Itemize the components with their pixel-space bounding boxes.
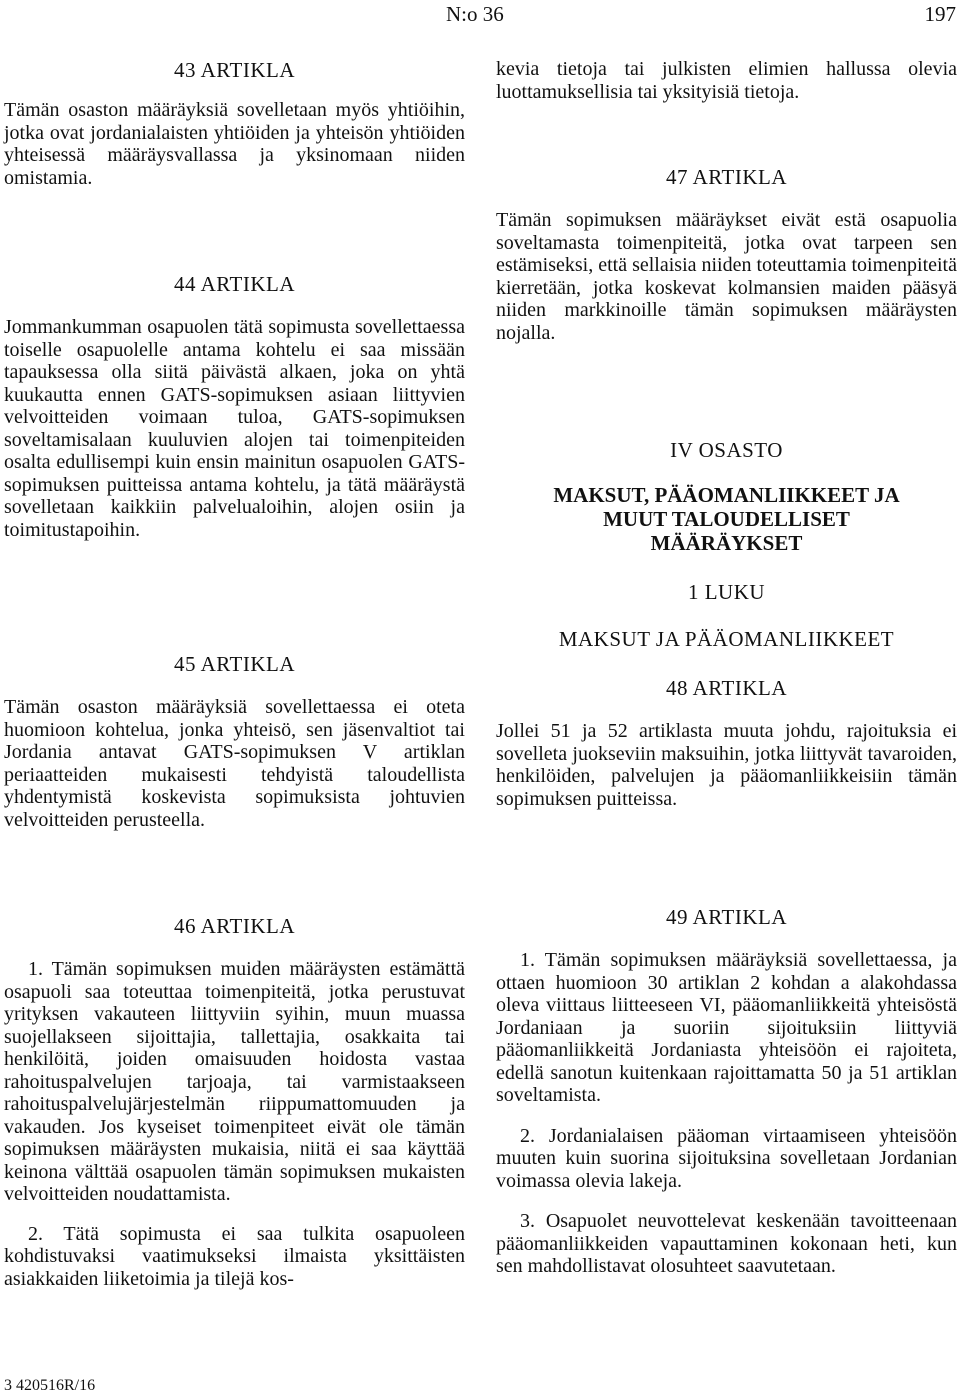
article-text: Jommankumman osapuolen tätä sopimusta sovellettaessa toiselle osapuolelle antama kohtelu ei saa missään tapauksessa olla siitä päivästä alkaen, joka on yhtä kuukautta ennen GATS-sopimuksen asiaan liittyvien velvoitteiden voimaan tuloa, GATS-sopimuksen soveltamisalaan kuuluvien alojen tai toimenpiteiden osalta edullisempi kuin ensin mainitun osapuolen GATS-sopimuksen puitteissa antama kohtelu, ja tätä määräystä sovelletaan kaikkiin palvelualoihin, alojen osiin ja toimitustapoihin. [4,316,465,541]
page-number: 197 [924,2,956,26]
article-heading: 48 ARTIKLA [666,676,787,700]
article-46 [4,914,465,1290]
article-heading: 43 ARTIKLA [174,58,295,82]
article-43 [4,58,465,189]
article-heading: 49 ARTIKLA [666,905,787,929]
article-text: Tämän sopimuksen määräykset eivät estä osapuolia soveltamasta toimenpiteitä, jotka ovat tarpeen sen estämiseksi, että sellaisia niiden toteuttamia toimenpiteitä kierretään, jotka koskevat kolmansien maiden pääsyä niiden markkinoille tämän sopimuksen määräysten nojalla. [496,209,957,344]
article-text: Jollei 51 ja 52 artiklasta muuta johdu, rajoituksia ei sovelleta juokseviin maksuihin, jotka liittyvät tavaroiden, henkilöiden, palvelujen ja pääomanliikkeisiin tämän sopimuksen puitteissa. [496,720,957,810]
document-code: 3 420516R/16 [4,1377,96,1394]
article-paragraph-2: 2. Jordanialaisen pääoman virtaamiseen yhteisöön muuten kuin suorina sijoituksina sovelletaan Jordanian voimassa olevia lakeja. [496,1124,957,1192]
article-heading: 47 ARTIKLA [666,165,787,189]
chapter-title: MAKSUT JA PÄÄOMANLIIKKEET [558,627,895,651]
article-paragraph-2: 2. Tätä sopimusta ei saa tulkita osapuoleen kohdistuvaksi vaatimukseksi ilmaista yksittäisten asiakkaiden liiketoimia ja tilejä kos- [4,1222,465,1290]
continuation-text-block [496,58,957,103]
article-paragraph-1: 1. Tämän sopimuksen määräyksiä sovellettaessa, ja ottaen huomioon 30 artiklan 2 kohdan a alakohdassa oleva viittaus liitteeseen VI, pääomanliikkeitä yhteisöstä Jordaniaan ja suoriin sijoituksiin liittyviä pääomanliikkeitä Jordaniasta yhteisöön ei rajoiteta, edellä sanotun kuitenkaan rajoittamatta 50 ja 51 artiklan soveltamista. [496,949,957,1106]
article-44 [4,272,465,541]
section-title-line-1: MAKSUT, PÄÄOMANLIIKKEET JA [553,483,900,507]
article-text: Tämän osaston määräyksiä sovellettaessa ei oteta huomioon kohtelua, jonka yhteisö, sen jäsenvaltiot tai Jordania antavat GATS-sopimuksen V artiklan periaatteiden mukaisesti tehdyistä taloudellista yhdentymistä koskevista sopimuksista johtuvien velvoitteiden perusteella. [4,696,465,831]
continuation-text: kevia tietoja tai julkisten elimien hallussa olevia luottamuksellisia tai yksityisiä tietoja. [496,58,957,103]
article-47 [496,165,957,344]
article-48 [496,676,957,810]
article-paragraph-1: 1. Tämän sopimuksen muiden määräysten estämättä osapuoli saa toteuttaa toimenpiteitä, jotka perustuvat yrityksen vakauteen liittyviin syihin, muun muassa suojellakseen sijoittajia, tallettajia, osakkaita tai henkilöitä, joiden omaisuuden hoidosta vastaa rahoituspalvelujen tarjoaja, tai varmistaakseen rahoituspalvelujärjestelmän riippumattomuuden ja vakauden. Jos kyseiset toimenpiteet eivät ole tämän sopimuksen määräysten mukaisia, niitä ei saa käyttää keinona välttää osapuolen tämän sopimuksen mukaisten velvoitteiden noudattamista. [4,958,465,1205]
chapter-label: 1 LUKU [687,580,766,604]
chapter-1 [496,580,957,651]
section-title-line-2: MUUT TALOUDELLISET [603,507,850,531]
article-heading: 44 ARTIKLA [174,272,295,296]
article-paragraph-3: 3. Osapuolet neuvottelevat keskenään tavoitteenaan pääomanliikkeiden vapauttaminen kokonaan heti, kun sen mahdollistavat olosuhteet saavutetaan. [496,1210,957,1277]
issue-number: N:o 36 [446,2,504,26]
article-heading: 46 ARTIKLA [174,914,295,938]
section-iv [496,438,957,555]
article-text: Tämän osaston määräyksiä sovelletaan myös yhtiöihin, jotka ovat jordanialaisten yhtiöiden ja yhteisön yhtiöiden yhteisessä määräysvallassa ja yksinomaan niiden omistamia. [4,99,465,189]
article-45 [4,652,465,831]
section-title-line-3: MÄÄRÄYKSET [650,531,803,555]
article-heading: 45 ARTIKLA [174,652,295,676]
article-49 [496,905,957,1278]
section-label: IV OSASTO [670,438,783,462]
